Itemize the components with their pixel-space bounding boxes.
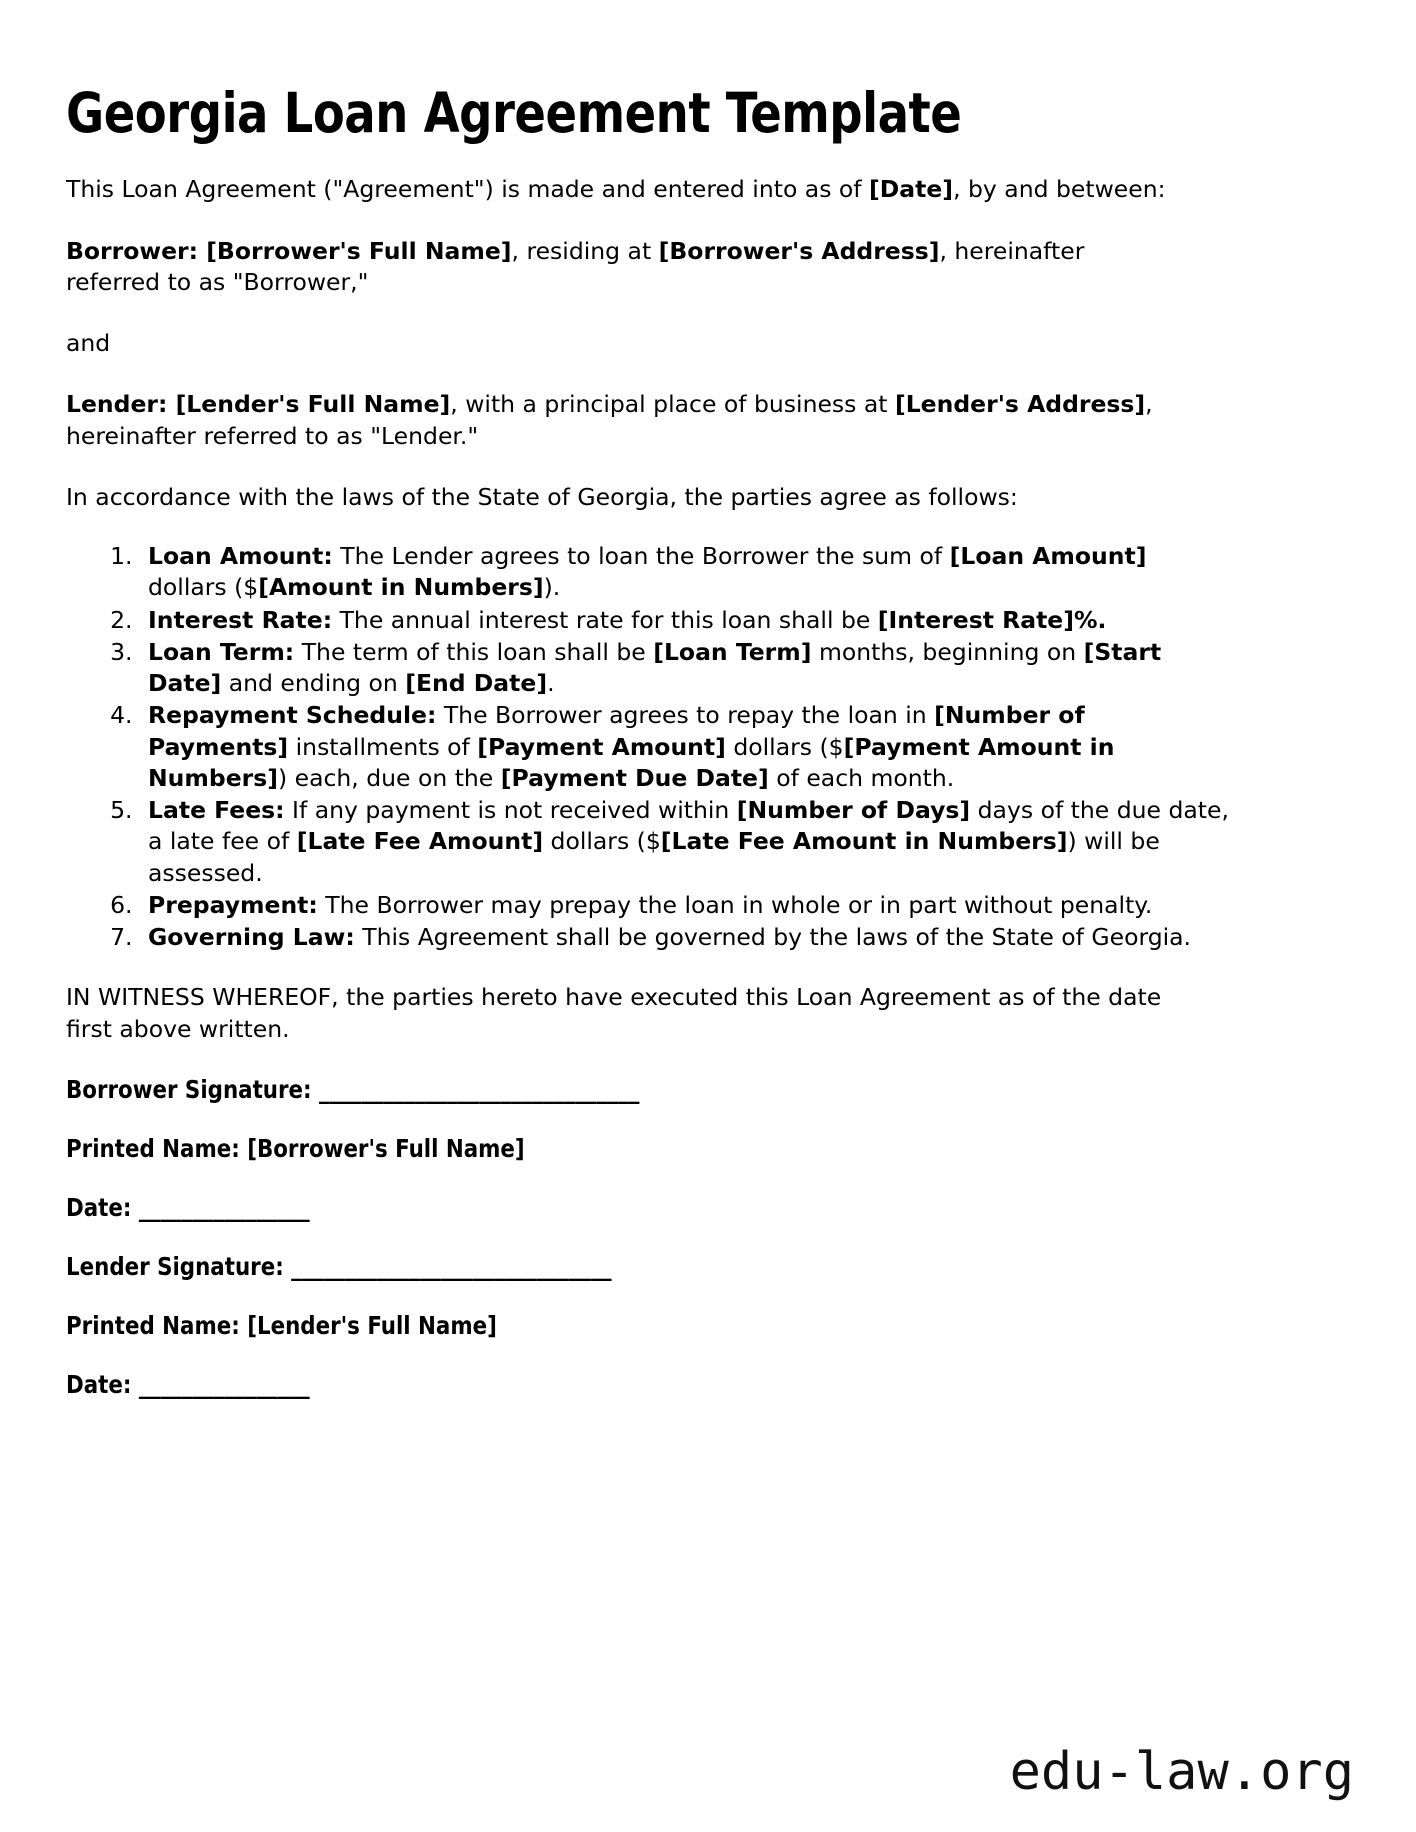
clause-text: months, beginning on <box>811 637 1084 666</box>
clause-item <box>140 700 1230 794</box>
signature-spacer <box>66 1282 1350 1311</box>
intro-after-date: , by and between: <box>953 175 1166 204</box>
lender-label: Lender: [Lender's Full Name] <box>66 390 451 419</box>
clause-text: and ending on <box>221 669 406 698</box>
signature-spacer <box>66 1341 1350 1370</box>
clause-item <box>140 795 1230 889</box>
clause-placeholder: [Number of Days] <box>736 796 971 825</box>
clause-list <box>66 541 1230 953</box>
clause-placeholder: [Payment Amount in Numbers] <box>148 732 1115 792</box>
signature-spacer <box>66 1164 1350 1193</box>
clause-placeholder: [Late Fee Amount] <box>296 827 544 856</box>
signature-spacer <box>66 1105 1350 1134</box>
borrower-printed-name: Printed Name: [Borrower's Full Name] <box>66 1133 525 1163</box>
clause-text: The annual interest rate for this loan shall be <box>332 605 878 634</box>
clause-heading: Prepayment: <box>148 890 318 919</box>
clause-placeholder: [End Date] <box>405 669 548 698</box>
clause-text: The term of this loan shall be <box>294 637 654 666</box>
clause-item <box>140 637 1230 700</box>
date-placeholder: [Date] <box>869 175 954 204</box>
clause-text: If any payment is not received within <box>284 796 737 825</box>
clause-text: The Lender agrees to loan the Borrower the sum of <box>332 542 950 571</box>
clause-heading: Repayment Schedule: <box>148 701 437 730</box>
intro-before-date: This Loan Agreement ("Agreement") is made and entered into as of <box>66 175 870 204</box>
clause-heading: Interest Rate: <box>148 605 333 634</box>
clause-text: The Borrower agrees to repay the loan in <box>436 701 935 730</box>
lender-printed-name: Printed Name: [Lender's Full Name] <box>66 1310 497 1340</box>
witness-paragraph: IN WITNESS WHEREOF, the parties hereto have executed this Loan Agreement as of the date first above written. <box>66 983 1162 1043</box>
clause-placeholder: [Payment Amount] <box>477 732 726 761</box>
clause-placeholder: [Interest Rate]%. <box>877 605 1107 634</box>
signature-block <box>66 1075 1350 1400</box>
clause-text: ). <box>543 573 561 602</box>
clause-item <box>140 890 1230 921</box>
borrower-label: Borrower: [Borrower's Full Name] <box>66 236 512 265</box>
lender-date: Date: ________________ <box>66 1369 310 1399</box>
borrower-tail: , hereinafter referred to as "Borrower," <box>66 236 1085 296</box>
clause-placeholder: [Payment Due Date] <box>500 763 769 792</box>
clause-heading: Governing Law: <box>148 923 355 952</box>
clause-text: of each month. <box>768 763 955 792</box>
borrower-paragraph <box>66 236 1171 299</box>
clause-text: dollars ($ <box>725 732 844 761</box>
footer-watermark: edu-law.org <box>1009 1742 1354 1802</box>
lender-mid: , with a principal place of business at <box>450 390 895 419</box>
clause-item <box>140 922 1230 953</box>
borrower-address-placeholder: [Borrower's Address] <box>658 236 940 265</box>
lender-address-placeholder: [Lender's Address] <box>894 390 1146 419</box>
clause-text: This Agreement shall be governed by the laws of the State of Georgia. <box>354 923 1192 952</box>
borrower-mid: , residing at <box>511 236 659 265</box>
page-title: Georgia Loan Agreement Template <box>66 81 962 145</box>
clause-item <box>140 541 1230 604</box>
clause-item <box>140 605 1230 636</box>
clause-text: ) will be assessed. <box>148 827 1160 887</box>
clause-text: The Borrower may prepay the loan in whole or in part without penalty. <box>317 890 1153 919</box>
lender-tail: , hereinafter referred to as "Lender." <box>66 390 1153 450</box>
clause-text: days of the due date, a late fee of <box>148 796 1229 856</box>
clause-heading: Late Fees: <box>148 796 285 825</box>
signature-spacer <box>66 1223 1350 1252</box>
clause-placeholder: [Start Date] <box>148 637 1162 698</box>
clause-text: dollars ($ <box>148 573 259 602</box>
borrower-date: Date: ________________ <box>66 1192 310 1222</box>
clause-placeholder: [Loan Amount] <box>949 542 1147 571</box>
clause-text: dollars ($ <box>543 827 661 856</box>
conjunction-and: and <box>66 329 111 358</box>
clause-placeholder: [Amount in Numbers] <box>258 573 544 602</box>
clause-text: installments of <box>288 732 478 761</box>
clause-text: . <box>547 669 555 698</box>
lender-signature: Lender Signature: ______________________________ <box>66 1251 612 1281</box>
borrower-signature: Borrower Signature: ______________________________ <box>66 1074 640 1104</box>
clause-heading: Loan Amount: <box>148 542 333 571</box>
clause-placeholder: [Loan Term] <box>653 637 812 666</box>
intro-paragraph <box>66 174 1171 205</box>
clause-placeholder: [Late Fee Amount in Numbers] <box>660 827 1068 856</box>
clause-heading: Loan Term: <box>148 637 295 666</box>
accordance-paragraph: In accordance with the laws of the State of Georgia, the parties agree as follows: <box>66 482 1018 511</box>
lender-paragraph <box>66 389 1171 452</box>
clause-placeholder: [Number of Payments] <box>148 701 1085 761</box>
clause-text: ) each, due on the <box>277 763 501 792</box>
